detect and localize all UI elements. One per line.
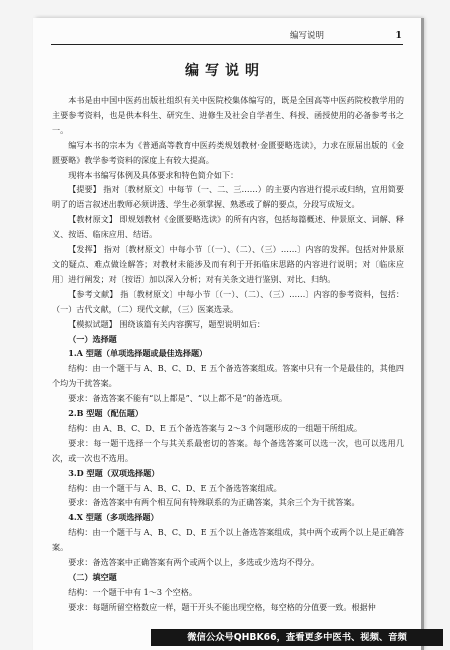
section-cankao: 【参考文献】 指〔教材原文〕中每小节〔（一）、（二）、（三）……〕内容的参考资料，包括：（一）古代文献，（二）现代文献，（三）医案选录。: [52, 288, 404, 314]
heading-type-x: 4.X 型题（多项选择题）: [68, 512, 159, 523]
overview-paragraph: 现将本书编写体例及具体要求和特色简介如下：: [68, 169, 239, 180]
body-text: [52, 93, 404, 615]
type-b-structure: 结构：由 A、B、C、D、E 五个备选答案与 2～3 个问题形成的一组题干所组成。: [68, 422, 362, 433]
section-fahui: 【发挥】 指对〔教材原文〕中每小节〔（一）、（二）、（三）……〕内容的发挥。包括对仲景原文的疑点、难点做诠解答；对教材未能涉及而有利于开拓临床思路的内容进行说明；对〔临床应用〕进行阐发；对〔按语〕加以深入分析；对有关条文进行鉴别、对比、归纳。: [52, 244, 404, 284]
type-d-requirement: 要求：备选答案中有两个相互间有特殊联系的为正确答案，其余三个为干扰答案。: [68, 497, 360, 508]
type-b-requirement: 要求：每一题干选择一个与其关系最密切的答案。每个备选答案可以选一次，也可以选用几次，或一次也不选用。: [52, 437, 404, 463]
intro-paragraph: 本书是由中国中医药出版社组织有关中医院校集体编写的，既是全国高等中医药院校教学用的主要参考资料，也是供本科生、研究生、进修生及社会自学者生、科授、函授使用的必备参考书之一。: [52, 95, 404, 135]
heading-type-b: 2.B 型题（配伍题）: [68, 408, 143, 419]
section-moni: 【模拟试题】 围绕该篇有关内容撰写，题型说明如后：: [68, 318, 266, 329]
heading-type-a: 1.A 型题（单项选择题或最佳选择题）: [68, 348, 208, 359]
type-x-structure: 结构：由一个题干与 A、B、C、D、E 五个以上备选答案组成，其中两个或两个以上是正确答案。: [52, 527, 404, 553]
type-d-structure: 结构：由一个题干与 A、B、C、D、E 五个备选答案组成。: [68, 482, 282, 493]
fill-blank-structure: 结构：一个题干中有 1～3 个空格。: [68, 586, 197, 597]
header-rule: [51, 44, 403, 45]
header-title: 编写说明: [290, 31, 325, 41]
page-title: 编写说明: [185, 63, 265, 79]
promo-banner: 微信公众号QHBK66，查看更多中医书、视频、音频: [151, 629, 443, 646]
type-x-requirement: 要求：备选答案中正确答案有两个或两个以上，多选或少选均不得分。: [68, 557, 320, 568]
page-edge-shadow: [421, 18, 424, 650]
type-a-requirement: 要求：备选答案不能有“以上都是”、“以上都不是”的备选项。: [68, 393, 288, 404]
running-header: [290, 29, 402, 41]
heading-fill-blank: （二）填空题: [68, 572, 117, 582]
type-a-structure: 结构：由一个题干与 A、B、C、D、E 五个备选答案组成。答案中只有一个是最佳的，其他四个均为干扰答案。: [52, 363, 404, 389]
heading-choice: （一）选择题: [68, 333, 117, 344]
section-jiaocai: 【教材原文】 即规划教材《金匮要略选读》的所有内容，包括每篇概述、仲景原文、词解、释义、按语、临床应用、结语。: [52, 214, 404, 240]
page-number: 1: [395, 29, 402, 41]
basis-paragraph: 编写本书的宗本为《普通高等教育中医药类规划教材·金匮要略选读》，力求在原届出版的《金匮要略》教学参考资料的深度上有较大提高。: [52, 139, 404, 165]
section-tiyao: 【提要】 指对〔教材原文〕中每节（一、二、三……）的主要内容进行提示或归纳，宜用简要明了的语言叙述出教师必须讲透、学生必须掌握、熟悉或了解的要点，分段写成短文。: [52, 184, 404, 210]
fill-blank-requirement: 要求：每题所留空格数应一样，题干开头不能出现空格，每空格的分值要一致。根据仲: [68, 601, 376, 612]
heading-type-d: 3.D 型题（双项选择题）: [68, 467, 160, 478]
